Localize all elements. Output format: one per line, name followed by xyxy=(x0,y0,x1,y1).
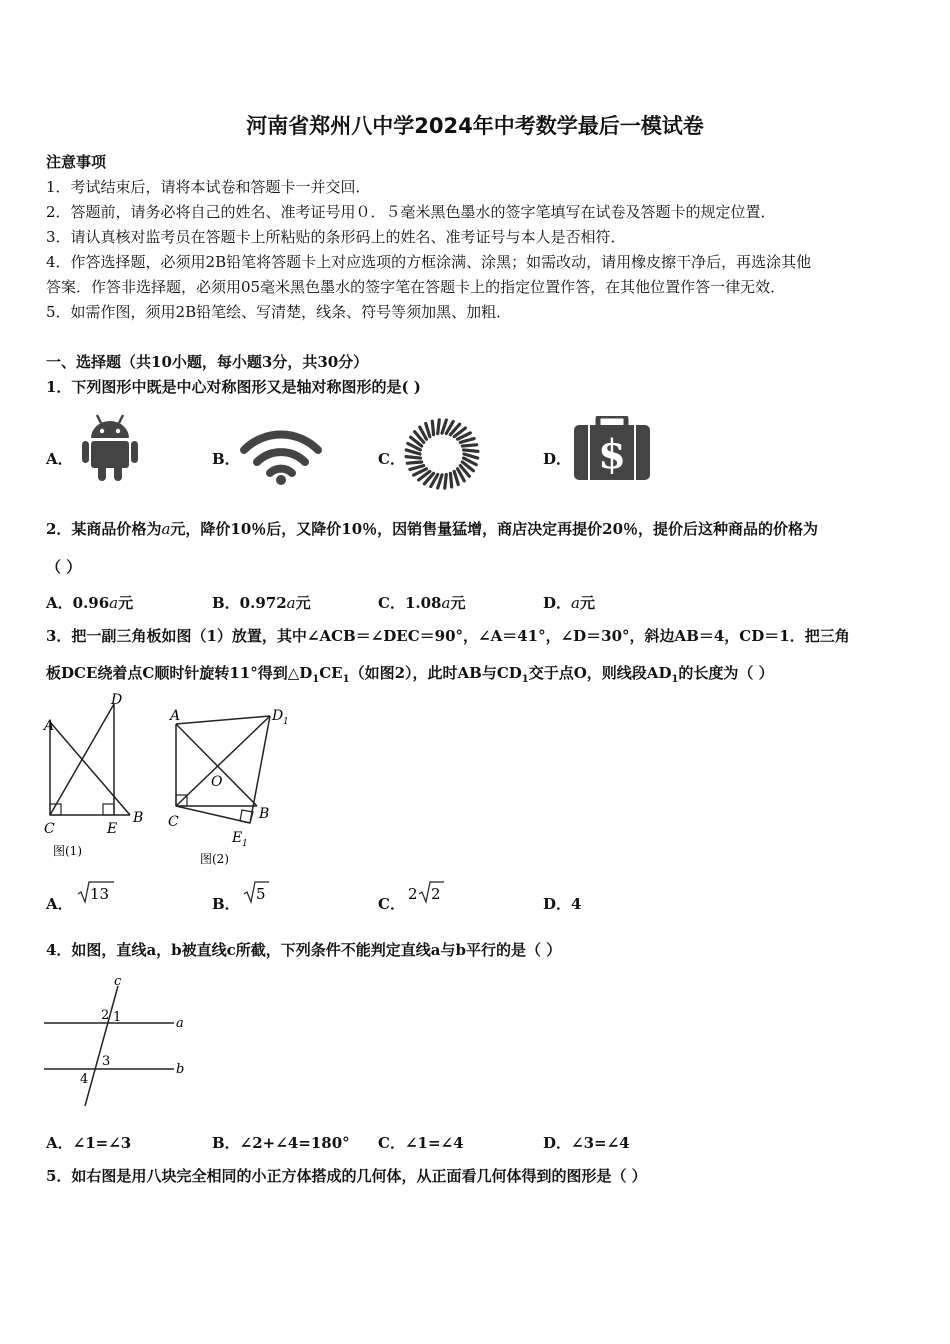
svg-text:B: B xyxy=(259,806,270,822)
notice-item-3: 3．请认真核对监考员在答题卡上所粘贴的条形码上的姓名、准考证号与本人是否相符． xyxy=(46,228,626,246)
q4-option-c: C．∠1=∠4 xyxy=(378,1134,464,1152)
svg-text:图(2): 图(2) xyxy=(200,852,229,866)
notice-item-4: 4．作答选择题，必须用2B铅笔将答题卡上对应选项的方框涂满、涂黑；如需改动，请用橡皮擦干净后，再选涂其他 xyxy=(46,253,812,271)
sunburst-ray xyxy=(410,466,424,470)
q4-option-a: A．∠1=∠3 xyxy=(46,1134,132,1152)
svg-text:A: A xyxy=(44,718,55,734)
q2-option-a: A．0.96a元 xyxy=(46,594,134,612)
svg-text:1: 1 xyxy=(113,1010,122,1025)
sunburst-ray xyxy=(460,439,474,443)
q3-option-b: B． xyxy=(212,895,240,913)
q3-figure-1 xyxy=(40,692,155,868)
notice-item-2: 2．答题前，请务必将自己的姓名、准考证号用０．５毫米黑色墨水的签字笔填写在试卷及答题卡的规定位置． xyxy=(46,203,776,221)
svg-text:13: 13 xyxy=(90,885,110,903)
svg-text:B: B xyxy=(133,810,144,826)
q3-option-a-radical xyxy=(76,878,116,910)
svg-text:4: 4 xyxy=(80,1072,89,1087)
svg-text:E: E xyxy=(107,821,118,837)
android-icon xyxy=(82,412,138,486)
sunburst-ray xyxy=(464,454,478,458)
svg-text:A: A xyxy=(170,708,181,724)
page-title: 河南省郑州八中学2024年中考数学最后一模试卷 xyxy=(246,114,704,138)
svg-text:5: 5 xyxy=(256,885,266,903)
svg-text:b: b xyxy=(176,1062,185,1077)
svg-text:c: c xyxy=(114,974,122,989)
q3-option-c-radical xyxy=(406,878,448,910)
q1-option-c-label: C． xyxy=(378,450,405,468)
q1-option-b-label: B． xyxy=(212,450,240,468)
sunburst-ray xyxy=(406,450,420,454)
sunburst-ray xyxy=(438,420,440,434)
sunburst-ray xyxy=(445,475,447,489)
q3-option-b-radical xyxy=(242,878,272,910)
q1-stem: 1．下列图形中既是中心对称图形又是轴对称图形的是( ) xyxy=(46,378,421,396)
sunburst-ray xyxy=(442,420,446,433)
q2-option-c: C．1.08a元 xyxy=(378,594,466,612)
q3-stem-line2: 板DCE绕着点C顺时针旋转11°得到$\triangle D_1CE_1$（如图2），此时AB与$CD_1$交于点O，则线段$AD_1$的长度为（ ） xyxy=(46,664,774,685)
q2-option-d: D．a元 xyxy=(543,594,595,612)
svg-text:D: D xyxy=(272,708,284,724)
q2-stem xyxy=(46,519,906,539)
q1-option-a-label: A． xyxy=(46,450,73,468)
q3-option-a: A． xyxy=(46,895,73,913)
section-heading: 一、选择题（共10小题，每小题3分，共30分） xyxy=(46,353,369,371)
sunburst-ray xyxy=(432,421,433,435)
svg-text:1: 1 xyxy=(283,717,289,727)
svg-text:2: 2 xyxy=(408,885,418,903)
notice-item-4-cont: 答案．作答非选择题，必须用05毫米黑色墨水的签字笔在答题卡上的指定位置作答，在其他位置作答一律无效． xyxy=(46,278,786,296)
q2-stem-post: 元，降价10％后，又降价10％，因销售量猛增，商店决定再提价20％，提价后这种商品的价格为 xyxy=(170,520,819,538)
notice-item-1: 1．考试结束后，请将本试卷和答题卡一并交回． xyxy=(46,178,371,196)
q3-figure-2 xyxy=(162,700,292,874)
svg-text:1: 1 xyxy=(242,839,248,849)
sunburst-icon xyxy=(402,416,482,496)
q3-option-c: C． xyxy=(378,895,405,913)
dollar-bag-icon xyxy=(574,416,650,484)
wifi-icon xyxy=(240,428,322,490)
notice-item-5: 5．如需作图，须用2B铅笔绘、写清楚，线条、符号等须加黑、加粗． xyxy=(46,303,512,321)
sunburst-ray xyxy=(438,475,442,488)
q2-option-b: B．0.972a元 xyxy=(212,594,311,612)
q3-option-d: D．4 xyxy=(543,895,582,913)
svg-text:2: 2 xyxy=(101,1008,110,1023)
svg-text:C: C xyxy=(168,814,179,830)
q4-figure xyxy=(44,972,189,1116)
q5-stem: 5．如右图是用八块完全相同的小正方体搭成的几何体，从正面看几何体得到的图形是（ ） xyxy=(46,1167,647,1185)
q2-stem-paren: （ ） xyxy=(46,558,82,576)
q2-stem-var: a xyxy=(161,520,171,538)
svg-text:E: E xyxy=(232,830,243,846)
sunburst-ray xyxy=(462,445,476,446)
q4-stem: 4．如图，直线a，b被直线c所截，下列条件不能判定直线a与b平行的是（ ） xyxy=(46,941,562,959)
q1-option-d-label: D． xyxy=(543,450,572,468)
q2-stem-pre: 2．某商品价格为 xyxy=(46,520,162,538)
svg-text:C: C xyxy=(44,821,55,837)
sunburst-ray xyxy=(450,473,451,487)
q4-option-b: B．∠2+∠4=180° xyxy=(212,1134,350,1152)
sunburst-ray xyxy=(407,462,421,463)
notice-heading: 注意事项 xyxy=(46,153,107,171)
q3-stem-line1: 3．把一副三角板如图（1）放置，其中∠ACB＝∠DEC＝90°，∠A＝41°，∠D＝30°，斜边AB＝4，CD＝1．把三角 xyxy=(46,627,850,645)
svg-text:图(1): 图(1) xyxy=(53,844,82,858)
sunburst-ray xyxy=(426,423,430,436)
svg-text:O: O xyxy=(211,774,223,790)
svg-text:3: 3 xyxy=(102,1054,111,1069)
q4-option-d: D．∠3=∠4 xyxy=(543,1134,630,1152)
sunburst-ray xyxy=(454,471,458,484)
sunburst-ray xyxy=(406,457,420,458)
svg-text:D: D xyxy=(111,692,123,708)
sunburst-ray xyxy=(464,450,478,451)
svg-text:$: $ xyxy=(598,431,626,478)
svg-text:2: 2 xyxy=(431,885,441,903)
svg-text:a: a xyxy=(176,1016,184,1031)
